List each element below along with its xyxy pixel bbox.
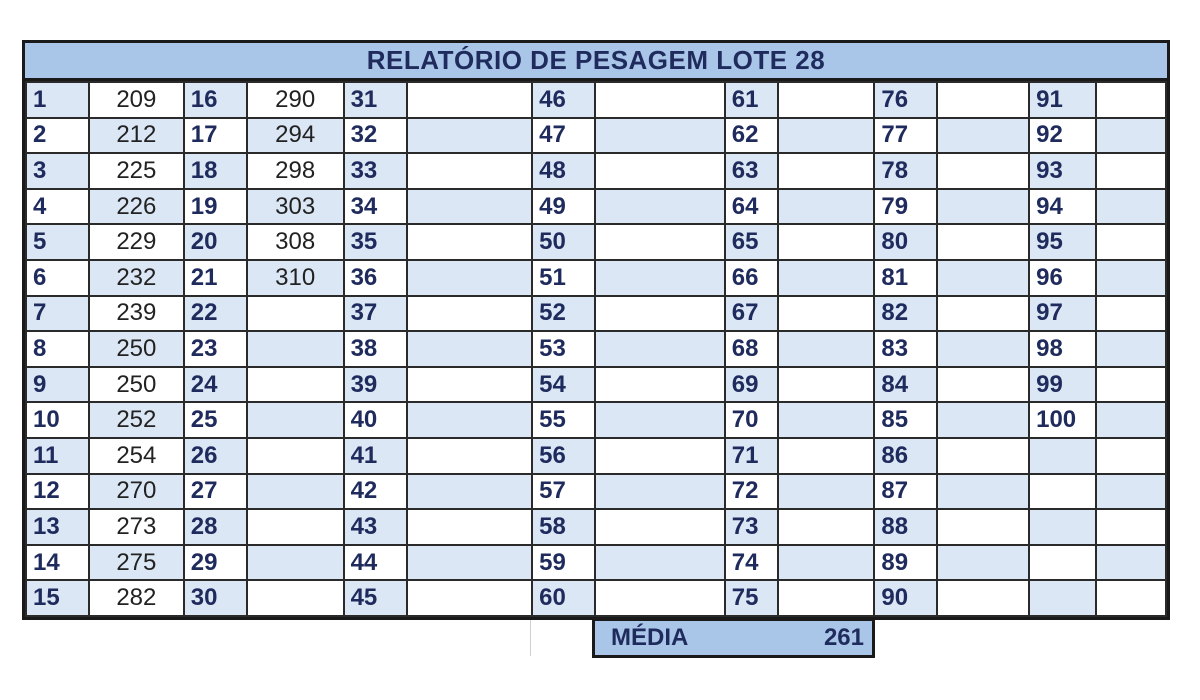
weight-value-cell [595,331,725,367]
animal-number-cell: 86 [874,438,937,474]
animal-number-cell: 18 [184,153,247,189]
weight-value-cell [1096,580,1166,616]
animal-number-cell: 3 [26,153,89,189]
weight-value-cell [595,153,725,189]
weight-value-cell [778,296,875,332]
animal-number-cell: 51 [532,260,595,296]
animal-number-cell [1029,545,1096,581]
animal-number-cell: 27 [184,474,247,510]
animal-number-cell: 31 [344,82,407,118]
animal-number-cell: 59 [532,545,595,581]
weight-value-cell [407,438,533,474]
weight-value-cell: 252 [89,402,184,438]
animal-number-cell: 92 [1029,118,1096,154]
weight-value-cell: 250 [89,331,184,367]
animal-number-cell: 40 [344,402,407,438]
weight-value-cell [595,296,725,332]
table-row [26,509,1166,545]
weight-value-cell [778,153,875,189]
animal-number-cell: 1 [26,82,89,118]
weight-value-cell: 254 [89,438,184,474]
animal-number-cell: 12 [26,474,89,510]
weight-value-cell [778,438,875,474]
animal-number-cell: 11 [26,438,89,474]
animal-number-cell: 89 [874,545,937,581]
weight-value-cell [1096,545,1166,581]
weight-value-cell [778,189,875,225]
weight-value-cell [407,118,533,154]
weight-value-cell [778,260,875,296]
animal-number-cell: 94 [1029,189,1096,225]
weight-value-cell: 250 [89,367,184,403]
animal-number-cell: 75 [725,580,778,616]
animal-number-cell: 6 [26,260,89,296]
weight-value-cell [937,153,1029,189]
animal-number-cell: 63 [725,153,778,189]
weight-value-cell [778,82,875,118]
animal-number-cell: 35 [344,224,407,260]
weight-value-cell [595,474,725,510]
weight-value-cell [407,189,533,225]
animal-number-cell: 64 [725,189,778,225]
animal-number-cell: 79 [874,189,937,225]
table-row [26,402,1166,438]
weight-value-cell [1096,224,1166,260]
animal-number-cell: 32 [344,118,407,154]
weight-value-cell [247,402,344,438]
weight-value-cell [595,545,725,581]
animal-number-cell: 25 [184,402,247,438]
animal-number-cell: 84 [874,367,937,403]
animal-number-cell: 24 [184,367,247,403]
animal-number-cell [1029,438,1096,474]
animal-number-cell: 43 [344,509,407,545]
sheet-divider [530,620,531,656]
table-row [26,331,1166,367]
weight-value-cell: 290 [247,82,344,118]
weight-value-cell [937,296,1029,332]
animal-number-cell: 21 [184,260,247,296]
animal-number-cell: 58 [532,509,595,545]
table-row [26,189,1166,225]
animal-number-cell: 47 [532,118,595,154]
animal-number-cell: 33 [344,153,407,189]
weight-value-cell: 212 [89,118,184,154]
weight-value-cell [1096,118,1166,154]
weight-value-cell [247,296,344,332]
animal-number-cell: 50 [532,224,595,260]
weight-value-cell [407,153,533,189]
weight-value-cell [595,260,725,296]
weight-value-cell [247,367,344,403]
animal-number-cell: 7 [26,296,89,332]
animal-number-cell: 57 [532,474,595,510]
weight-value-cell [407,260,533,296]
animal-number-cell: 5 [26,224,89,260]
animal-number-cell: 54 [532,367,595,403]
weight-value-cell [937,545,1029,581]
animal-number-cell: 17 [184,118,247,154]
animal-number-cell: 90 [874,580,937,616]
animal-number-cell: 99 [1029,367,1096,403]
weight-value-cell [937,82,1029,118]
weight-value-cell [407,82,533,118]
weight-value-cell [937,438,1029,474]
animal-number-cell: 45 [344,580,407,616]
weight-value-cell: 308 [247,224,344,260]
weight-value-cell [407,402,533,438]
animal-number-cell: 96 [1029,260,1096,296]
weight-value-cell: 232 [89,260,184,296]
table-row [26,474,1166,510]
animal-number-cell: 38 [344,331,407,367]
table-row [26,118,1166,154]
animal-number-cell: 69 [725,367,778,403]
animal-number-cell: 74 [725,545,778,581]
animal-number-cell: 72 [725,474,778,510]
animal-number-cell: 49 [532,189,595,225]
weight-value-cell [1096,189,1166,225]
animal-number-cell: 39 [344,367,407,403]
average-value: 261 [823,624,864,651]
weights-grid [25,81,1167,617]
animal-number-cell: 42 [344,474,407,510]
weight-value-cell [1096,367,1166,403]
weight-value-cell [247,580,344,616]
animal-number-cell: 13 [26,509,89,545]
animal-number-cell: 77 [874,118,937,154]
animal-number-cell [1029,474,1096,510]
animal-number-cell: 73 [725,509,778,545]
animal-number-cell: 93 [1029,153,1096,189]
table-row [26,296,1166,332]
weight-value-cell: 229 [89,224,184,260]
weight-value-cell: 273 [89,509,184,545]
animal-number-cell: 4 [26,189,89,225]
animal-number-cell: 100 [1029,402,1096,438]
animal-number-cell: 10 [26,402,89,438]
weight-value-cell [778,224,875,260]
animal-number-cell: 29 [184,545,247,581]
animal-number-cell: 60 [532,580,595,616]
weight-value-cell [937,260,1029,296]
weight-value-cell [1096,260,1166,296]
weight-value-cell [407,509,533,545]
animal-number-cell: 9 [26,367,89,403]
weight-value-cell [1096,153,1166,189]
weight-value-cell [407,224,533,260]
weight-value-cell: 303 [247,189,344,225]
weight-value-cell: 225 [89,153,184,189]
animal-number-cell: 30 [184,580,247,616]
weight-value-cell [595,509,725,545]
animal-number-cell: 26 [184,438,247,474]
weight-value-cell [595,82,725,118]
animal-number-cell: 23 [184,331,247,367]
animal-number-cell [1029,580,1096,616]
weight-value-cell [937,367,1029,403]
weight-value-cell [595,118,725,154]
weight-value-cell [1096,474,1166,510]
weight-value-cell: 226 [89,189,184,225]
animal-number-cell [1029,509,1096,545]
weight-value-cell [595,224,725,260]
report-title: RELATÓRIO DE PESAGEM LOTE 28 [25,43,1167,81]
animal-number-cell: 80 [874,224,937,260]
animal-number-cell: 53 [532,331,595,367]
weight-value-cell [778,580,875,616]
animal-number-cell: 66 [725,260,778,296]
weight-value-cell: 294 [247,118,344,154]
weight-value-cell [937,474,1029,510]
animal-number-cell: 55 [532,402,595,438]
weight-value-cell: 239 [89,296,184,332]
animal-number-cell: 78 [874,153,937,189]
animal-number-cell: 48 [532,153,595,189]
animal-number-cell: 52 [532,296,595,332]
weight-value-cell [595,367,725,403]
table-row [26,438,1166,474]
animal-number-cell: 28 [184,509,247,545]
animal-number-cell: 82 [874,296,937,332]
weight-value-cell [937,331,1029,367]
weight-value-cell [595,402,725,438]
animal-number-cell: 14 [26,545,89,581]
weight-value-cell [247,545,344,581]
animal-number-cell: 70 [725,402,778,438]
weight-value-cell: 209 [89,82,184,118]
animal-number-cell: 65 [725,224,778,260]
table-row [26,153,1166,189]
weight-value-cell [407,545,533,581]
table-row [26,367,1166,403]
weighing-report-table [22,40,1170,620]
animal-number-cell: 2 [26,118,89,154]
weight-value-cell [407,367,533,403]
weight-value-cell [407,296,533,332]
animal-number-cell: 71 [725,438,778,474]
weight-value-cell [595,189,725,225]
weight-value-cell: 298 [247,153,344,189]
weight-value-cell [407,580,533,616]
animal-number-cell: 34 [344,189,407,225]
weight-value-cell [407,474,533,510]
table-row [26,260,1166,296]
weight-value-cell [937,580,1029,616]
animal-number-cell: 46 [532,82,595,118]
animal-number-cell: 83 [874,331,937,367]
animal-number-cell: 91 [1029,82,1096,118]
weight-value-cell [1096,82,1166,118]
weight-value-cell [1096,296,1166,332]
animal-number-cell: 97 [1029,296,1096,332]
animal-number-cell: 62 [725,118,778,154]
weight-value-cell [407,331,533,367]
animal-number-cell: 16 [184,82,247,118]
animal-number-cell: 41 [344,438,407,474]
weight-value-cell [1096,509,1166,545]
weight-value-cell [937,509,1029,545]
weight-value-cell [778,474,875,510]
animal-number-cell: 19 [184,189,247,225]
average-summary [592,618,875,658]
animal-number-cell: 88 [874,509,937,545]
animal-number-cell: 36 [344,260,407,296]
animal-number-cell: 61 [725,82,778,118]
weight-value-cell [937,402,1029,438]
table-row [26,545,1166,581]
weight-value-cell: 270 [89,474,184,510]
animal-number-cell: 85 [874,402,937,438]
weight-value-cell [778,545,875,581]
animal-number-cell: 8 [26,331,89,367]
weight-value-cell [937,118,1029,154]
weight-value-cell [778,367,875,403]
weight-value-cell: 310 [247,260,344,296]
weight-value-cell [1096,331,1166,367]
table-row [26,82,1166,118]
weight-value-cell [595,438,725,474]
weight-value-cell [778,402,875,438]
animal-number-cell: 22 [184,296,247,332]
animal-number-cell: 76 [874,82,937,118]
weight-value-cell [778,118,875,154]
weight-value-cell: 275 [89,545,184,581]
table-row [26,224,1166,260]
weight-value-cell [247,474,344,510]
animal-number-cell: 81 [874,260,937,296]
weight-value-cell [247,438,344,474]
average-label: MÉDIA [611,624,689,651]
animal-number-cell: 95 [1029,224,1096,260]
animal-number-cell: 37 [344,296,407,332]
weight-value-cell [937,189,1029,225]
animal-number-cell: 44 [344,545,407,581]
weight-value-cell [1096,438,1166,474]
weight-value-cell [1096,402,1166,438]
animal-number-cell: 20 [184,224,247,260]
weight-value-cell [778,331,875,367]
weight-value-cell: 282 [89,580,184,616]
animal-number-cell: 67 [725,296,778,332]
weight-value-cell [247,509,344,545]
animal-number-cell: 15 [26,580,89,616]
animal-number-cell: 56 [532,438,595,474]
table-row [26,580,1166,616]
weight-value-cell [247,331,344,367]
animal-number-cell: 68 [725,331,778,367]
weight-value-cell [778,509,875,545]
animal-number-cell: 98 [1029,331,1096,367]
animal-number-cell: 87 [874,474,937,510]
weight-value-cell [595,580,725,616]
weight-value-cell [937,224,1029,260]
